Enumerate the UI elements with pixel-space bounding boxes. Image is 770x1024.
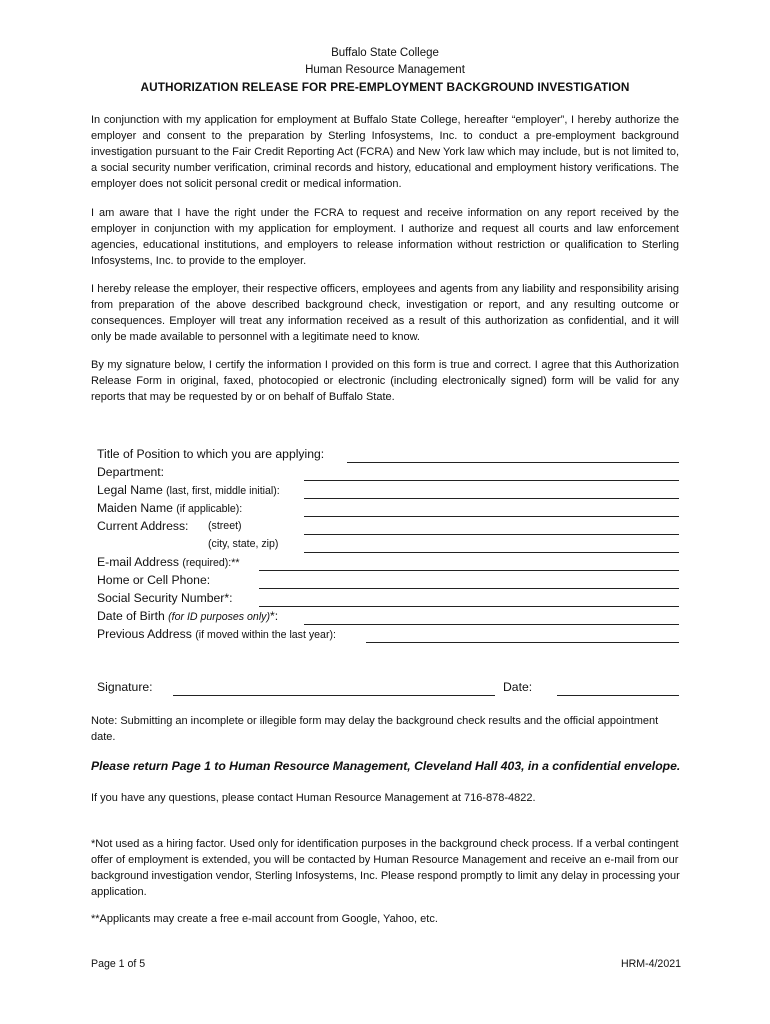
- department-field[interactable]: [304, 480, 679, 481]
- maiden-name-label: [97, 501, 242, 515]
- position-label: Title of Position to which you are applying:: [97, 447, 325, 461]
- form-code: HRM-4/2021: [620, 958, 681, 970]
- ssn-field[interactable]: [259, 606, 679, 607]
- document-title: AUTHORIZATION RELEASE FOR PRE-EMPLOYMENT BACKGROUND INVESTIGATION: [140, 80, 630, 94]
- dob-label: [97, 609, 278, 623]
- department-label: Department:: [97, 465, 165, 479]
- legal-name-label-text: Legal Name: [97, 483, 163, 497]
- maiden-name-field[interactable]: [304, 516, 679, 517]
- dob-label-text: Date of Birth: [97, 609, 165, 623]
- submission-note: Note: Submitting an incomplete or illegible form may delay the background check results and the official appointment date.: [91, 715, 659, 743]
- return-instruction: Please return Page 1 to Human Resource Management, Cleveland Hall 403, in a confidential envelope.: [91, 759, 681, 773]
- legal-name-label: [97, 483, 280, 497]
- email-hint: (required):**: [182, 557, 240, 569]
- current-address-label: Current Address:: [97, 519, 189, 533]
- ssn-label: Social Security Number*:: [97, 591, 233, 605]
- previous-address-hint: (if moved within the last year):: [195, 629, 336, 641]
- previous-address-field[interactable]: [366, 642, 679, 643]
- college-name: Buffalo State College: [331, 47, 439, 59]
- city-hint: (city, state, zip): [208, 538, 279, 550]
- dob-field[interactable]: [304, 624, 679, 625]
- email-label-text: E-mail Address: [97, 555, 179, 569]
- paragraph-certification: By my signature below, I certify the information I provided on this form is true and correct. I agree that this Authorization Release Form in original, faxed, photocopied or electronic (including electronically signed) form will be valid for any reports that may be requested by or on behalf of Buffalo State.: [91, 359, 679, 403]
- page-number: Page 1 of 5: [91, 958, 146, 970]
- position-field[interactable]: [347, 462, 679, 463]
- city-field[interactable]: [304, 552, 679, 553]
- dob-suffix: *:: [270, 609, 279, 623]
- previous-address-label: [97, 627, 336, 641]
- date-field[interactable]: [557, 695, 679, 696]
- paragraph-authorization: In conjunction with my application for employment at Buffalo State College, hereafter “employer”, I hereby authorize the employer and consent to the preparation by Sterling Infosystems, Inc. to conduct a pre-employment background investigation pursuant to the Fair Credit Reporting Act (FCRA) and New York law which may include, but is not limited to, a social security number verification, criminal records and history, educational and employment history verifications. The employer does not solicit personal credit or medical information.: [91, 114, 679, 190]
- footnote-email: **Applicants may create a free e-mail account from Google, Yahoo, etc.: [91, 913, 438, 925]
- street-field[interactable]: [304, 534, 679, 535]
- email-label: [97, 555, 239, 569]
- paragraph-fcra-rights: I am aware that I have the right under the FCRA to request and receive information on any report received by the employer in conjunction with my application for employment. I authorize and request all courts and law enforcement agencies, educational institutions, and employers to release information without restriction or qualification to Sterling Infosystems, Inc. to provide to the employer.: [91, 207, 679, 267]
- maiden-name-label-text: Maiden Name: [97, 501, 173, 515]
- department-name: Human Resource Management: [305, 64, 465, 76]
- maiden-name-hint: (if applicable):: [176, 503, 243, 515]
- previous-address-label-text: Previous Address: [97, 627, 192, 641]
- contact-info: If you have any questions, please contact Human Resource Management at 716-878-4822.: [91, 792, 536, 804]
- date-label: Date:: [503, 680, 533, 694]
- phone-label: Home or Cell Phone:: [97, 573, 211, 587]
- phone-field[interactable]: [259, 588, 679, 589]
- legal-name-hint: (last, first, middle initial):: [166, 485, 280, 497]
- street-hint: (street): [208, 520, 242, 532]
- dob-hint: (for ID purposes only): [168, 611, 270, 623]
- paragraph-release: I hereby release the employer, their respective officers, employees and agents from any liability and responsibility arising from preparation of the above described background check, investigation or report, and any resulting outcome or consequences. Employer will treat any information received as a result of this authorization as confidential, and it will only be made available to personnel with a legitimate need to know.: [91, 283, 679, 343]
- signature-field[interactable]: [173, 695, 495, 696]
- footnote-ssn: *Not used as a hiring factor. Used only for identification purposes in the background check process. If a verbal contingent offer of employment is extended, you will be contacted by Human Resource Management and receive an e-mail from our background investigation vendor, Sterling Infosystems, Inc. Please respond promptly to limit any delay in processing your application.: [91, 838, 680, 898]
- legal-name-field[interactable]: [304, 498, 679, 499]
- signature-label: Signature:: [97, 680, 153, 694]
- email-field[interactable]: [259, 570, 679, 571]
